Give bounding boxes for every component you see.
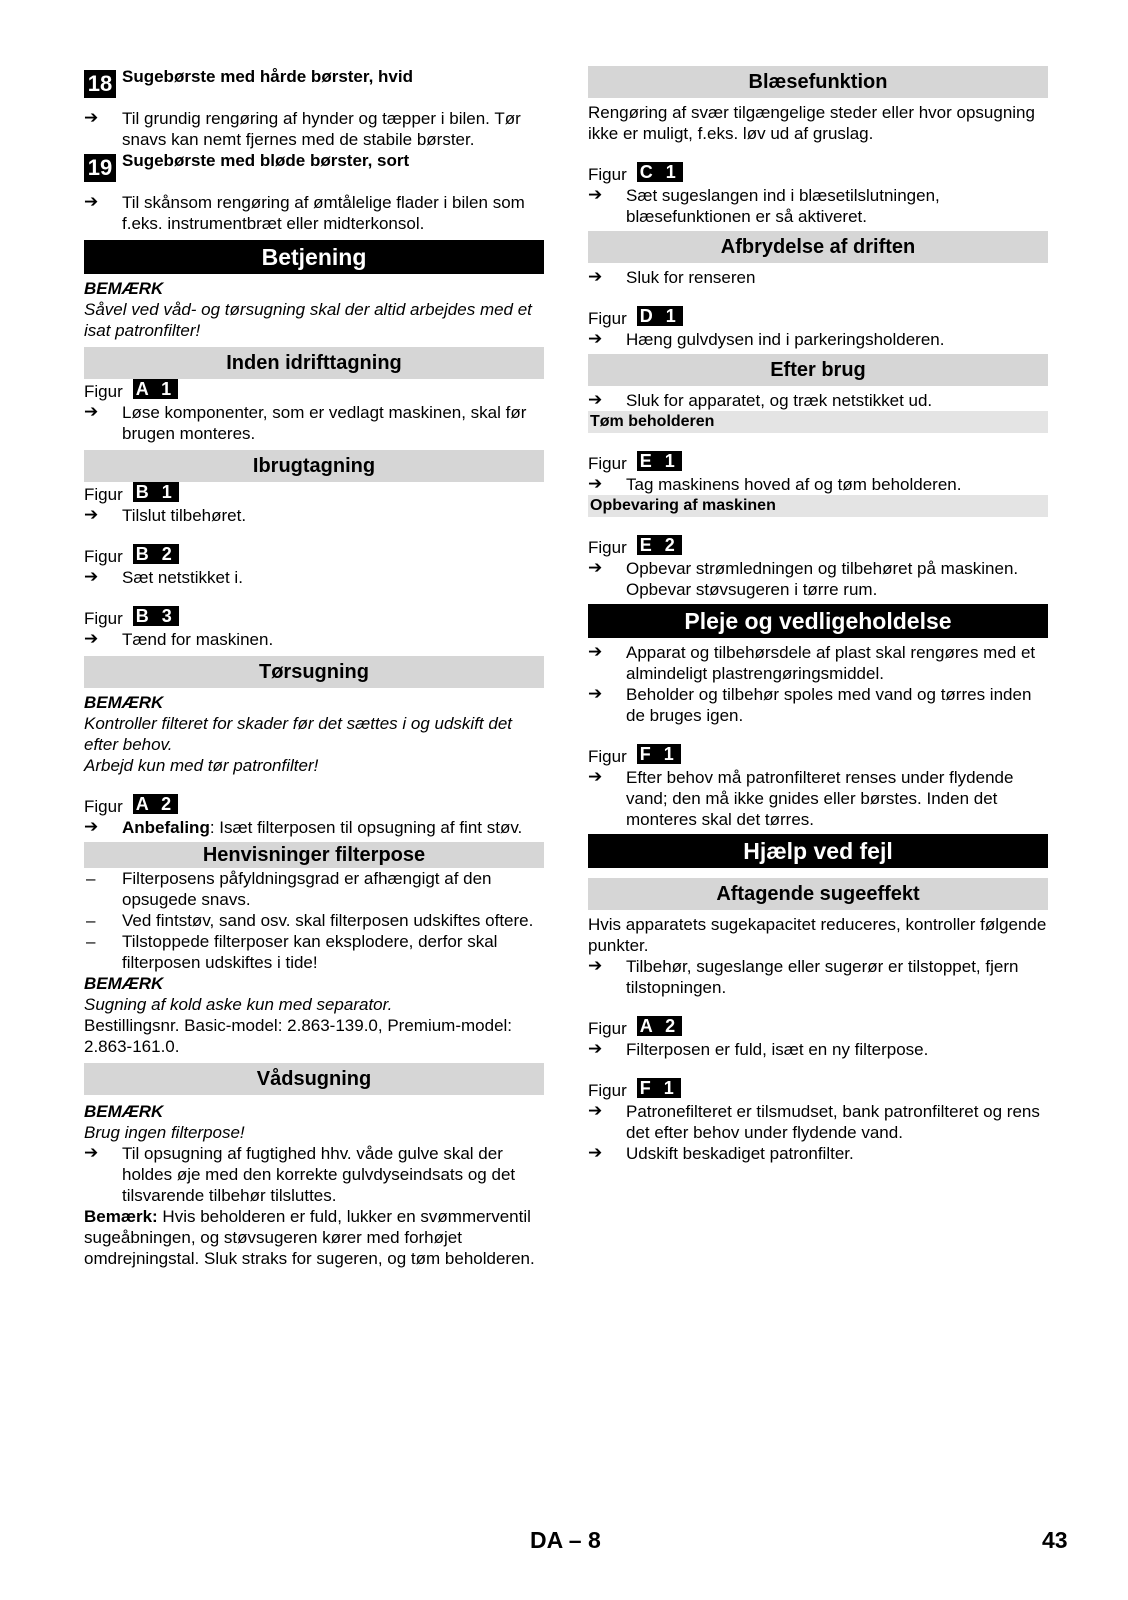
- instruction: ➔ Patronefilteret er tilsmudset, bank patronfilteret og rens det efter behov under flydende vand.: [588, 1101, 1048, 1143]
- figur-label: Figur: [588, 1019, 627, 1038]
- section-heading-hjaelp: Hjælp ved fejl: [588, 834, 1048, 868]
- note-text: Arbejd kun med tør patronfilter!: [84, 756, 319, 775]
- section-heading-betjening: Betjening: [84, 240, 544, 274]
- subheading-blaesefunktion: Blæsefunktion: [588, 66, 1048, 98]
- figure-ref: [588, 744, 1048, 767]
- figur-label: Figur: [84, 797, 123, 816]
- figur-label: Figur: [588, 165, 627, 184]
- instruction: ➔ Til opsugning af fugtighed hhv. våde gulve skal der holdes øje med den korrekte gulvdyseindsats og det tilsvarende tilbehør tilsluttes.: [84, 1143, 544, 1206]
- right-column: [588, 66, 1048, 1164]
- subheading-vadsugning: Vådsugning: [84, 1063, 544, 1095]
- figure-badge: E 2: [637, 535, 682, 555]
- subheading-aftagende-sugeeffekt: Aftagende sugeeffekt: [588, 878, 1048, 910]
- figur-label: Figur: [84, 382, 123, 401]
- remark-label: Bemærk:: [84, 1207, 158, 1226]
- figur-label: Figur: [84, 609, 123, 628]
- note-text: Såvel ved våd- og tørsugning skal der altid arbejdes med et isat patronfilter!: [84, 300, 532, 340]
- note-title: BEMÆRK: [84, 1102, 164, 1121]
- figur-label: Figur: [588, 1081, 627, 1100]
- figur-label: Figur: [84, 547, 123, 566]
- figure-badge: F 1: [637, 744, 681, 764]
- item-19-text: ➔ Til skånsom rengøring af ømtålelige flader i bilen som f.eks. instrumentbræt eller midterkonsol.: [84, 192, 544, 234]
- subheading-inden-idrifttagning: Inden idrifttagning: [84, 347, 544, 379]
- instruction: ➔ Løse komponenter, som er vedlagt maskinen, skal før brugen monteres.: [84, 402, 544, 444]
- subheading-torsugning: Tørsugning: [84, 656, 544, 688]
- figure-ref: [588, 162, 1048, 185]
- figur-label: Figur: [588, 747, 627, 766]
- figure-ref: [588, 451, 1048, 474]
- figure-badge: A 2: [133, 794, 178, 814]
- figur-label: Figur: [588, 538, 627, 557]
- figure-badge: A 2: [637, 1016, 682, 1036]
- item-19-title: Sugebørste med bløde børster, sort: [122, 151, 410, 170]
- footer-section-label: DA – 8: [530, 1527, 601, 1553]
- figure-badge: E 1: [637, 451, 682, 471]
- page-number: 43: [1042, 1527, 1068, 1553]
- recommendation-label: Anbefaling: [122, 818, 210, 837]
- note-text: Kontroller filteret for skader før det sættes i og udskift det efter behov.: [84, 714, 513, 754]
- instruction: ➔ Efter behov må patronfilteret renses under flydende vand; den må ikke gnides eller børstes. Inden det monteres skal det tørres.: [588, 767, 1048, 830]
- figure-ref: [588, 1016, 1048, 1039]
- instruction: ➔ Tag maskinens hoved af og tøm beholderen.: [588, 474, 1048, 495]
- note-text: Sugning af kold aske kun med separator.: [84, 995, 393, 1014]
- left-column: [84, 66, 544, 1269]
- figure-badge: B 3: [133, 606, 179, 626]
- subheading-ibrugtagning: Ibrugtagning: [84, 450, 544, 482]
- instruction: ➔ Tilslut tilbehøret.: [84, 505, 544, 526]
- figure-ref: [84, 606, 544, 629]
- note-title: BEMÆRK: [84, 974, 164, 993]
- figure-badge: F 1: [637, 1078, 681, 1098]
- list-item: – Ved fintstøv, sand osv. skal filterposen udskiftes oftere.: [84, 910, 544, 931]
- instruction: ➔ Opbevar strømledningen og tilbehøret på maskinen. Opbevar støvsugeren i tørre rum.: [588, 558, 1048, 600]
- instruction: ➔ Apparat og tilbehørsdele af plast skal rengøres med et almindeligt plastrengøringsmiddel.: [588, 642, 1048, 684]
- instruction: ➔ Udskift beskadiget patronfilter.: [588, 1143, 1048, 1164]
- figure-ref: [84, 794, 544, 817]
- item-18-heading: [84, 66, 544, 98]
- section-heading-pleje: Pleje og vedligeholdelse: [588, 604, 1048, 638]
- item-number-19: 19: [84, 154, 116, 182]
- figure-badge: B 2: [133, 544, 179, 564]
- figure-ref: [84, 482, 544, 505]
- order-number-text: Bestillingsnr. Basic-model: 2.863-139.0, Premium-model: 2.863-161.0.: [84, 1016, 513, 1056]
- item-18-text: ➔ Til grundig rengøring af hynder og tæpper i bilen. Tør snavs kan nemt fjernes med de stabile børster.: [84, 108, 544, 150]
- intro-text: Hvis apparatets sugekapacitet reduceres, kontroller følgende punkter.: [588, 915, 1047, 955]
- item-19-heading: [84, 150, 544, 182]
- figure-badge: A 1: [133, 379, 178, 399]
- instruction: ➔ Sluk for apparatet, og træk netstikket ud.: [588, 390, 1048, 411]
- instruction: ➔ Sæt sugeslangen ind i blæsetilslutningen, blæsefunktionen er så aktiveret.: [588, 185, 1048, 227]
- item-number-18: 18: [84, 70, 116, 98]
- instruction: ➔ Tilbehør, sugeslange eller sugerør er tilstoppet, fjern tilstopningen.: [588, 956, 1048, 998]
- figure-badge: D 1: [637, 306, 683, 326]
- instruction: [84, 817, 544, 838]
- figure-ref: [588, 535, 1048, 558]
- figure-badge: C 1: [637, 162, 683, 182]
- instruction: ➔ Hæng gulvdysen ind i parkeringsholderen.: [588, 329, 1048, 350]
- figure-ref: [588, 306, 1048, 329]
- figure-ref: [84, 544, 544, 567]
- figure-badge: B 1: [133, 482, 179, 502]
- remark-paragraph: [84, 1206, 544, 1269]
- note-text: Brug ingen filterpose!: [84, 1123, 245, 1142]
- figur-label: Figur: [84, 485, 123, 504]
- item-18-title: Sugebørste med hårde børster, hvid: [122, 67, 413, 86]
- subheading-afbrydelse: Afbrydelse af driften: [588, 231, 1048, 263]
- instruction: ➔ Filterposen er fuld, isæt en ny filterpose.: [588, 1039, 1048, 1060]
- list-item: – Tilstoppede filterposer kan eksplodere, derfor skal filterposen udskiftes i tide!: [84, 931, 544, 973]
- remark-text: Hvis beholderen er fuld, lukker en svømmerventil sugeåbningen, og støvsugeren kører med forhøjet omdrejningstal. Sluk straks for sugeren, og tøm beholderen.: [84, 1207, 535, 1268]
- subheading-tom-beholderen: Tøm beholderen: [588, 411, 1048, 433]
- figure-ref: [84, 379, 544, 402]
- subheading-henvisninger: Henvisninger filterpose: [84, 842, 544, 868]
- recommendation-text: : Isæt filterposen til opsugning af fint støv.: [209, 818, 523, 837]
- instruction: ➔ Tænd for maskinen.: [84, 629, 544, 650]
- subheading-opbevaring: Opbevaring af maskinen: [588, 495, 1048, 517]
- note-title: BEMÆRK: [84, 693, 164, 712]
- figur-label: Figur: [588, 309, 627, 328]
- subheading-efter-brug: Efter brug: [588, 354, 1048, 386]
- list-item: – Filterposens påfyldningsgrad er afhængigt af den opsugede snavs.: [84, 868, 544, 910]
- instruction: ➔ Sluk for renseren: [588, 267, 1048, 288]
- instruction: ➔ Sæt netstikket i.: [84, 567, 544, 588]
- figure-ref: [588, 1078, 1048, 1101]
- note-title: BEMÆRK: [84, 279, 164, 298]
- figur-label: Figur: [588, 454, 627, 473]
- intro-text: Rengøring af svær tilgængelige steder eller hvor opsugning ikke er muligt, f.eks. løv ud af gruslag.: [588, 103, 1035, 143]
- instruction: ➔ Beholder og tilbehør spoles med vand og tørres inden de bruges igen.: [588, 684, 1048, 726]
